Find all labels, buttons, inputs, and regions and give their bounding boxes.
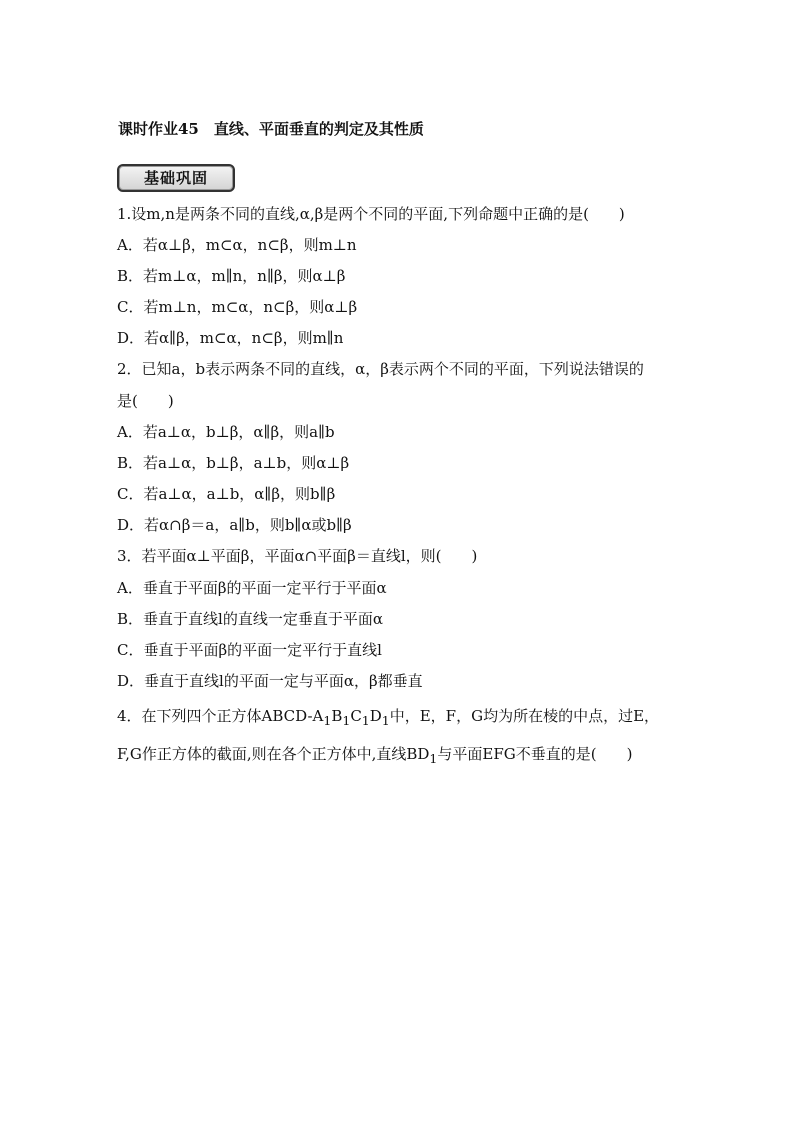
question-3-option-b: B．垂直于直线l的直线一定垂直于平面α [117,610,383,628]
question-1-option-b: B．若m⊥α，m∥n，n∥β，则α⊥β [117,267,346,285]
vertex-label: C [350,707,362,725]
question-2-stem-line-1: 2．已知a，b表示两条不同的直线，α，β表示两个不同的平面，下列说法错误的 [117,360,644,378]
question-2-stem-line-2: 是( ) [117,392,174,410]
question-1-option-a: A．若α⊥β，m⊂α，n⊂β，则m⊥n [117,236,357,254]
subscript: 1 [342,713,351,728]
question-1-stem: 1.设m,n是两条不同的直线,α,β是两个不同的平面,下列命题中正确的是( ) [117,205,625,223]
question-4-stem-line-1 [117,706,659,731]
page-title: 课时作业45 直线、平面垂直的判定及其性质 [118,120,424,138]
question-3-option-c: C．垂直于平面β的平面一定平行于直线l [117,641,382,659]
question-1-option-d: D．若α∥β，m⊂α，n⊂β，则m∥n [117,329,344,347]
question-2-option-d: D．若α∩β＝a，a∥b，则b∥α或b∥β [117,516,352,534]
question-3-option-a: A．垂直于平面β的平面一定平行于平面α [117,579,387,597]
vertex-label: D [369,707,382,725]
question-4-stem-line-1-pre: 4．在下列四个正方体ABCD-A [117,707,324,725]
question-1-option-c: C．若m⊥n，m⊂α，n⊂β，则α⊥β [117,298,358,316]
question-2-option-a: A．若a⊥α，b⊥β，α∥β，则a∥b [117,423,335,441]
question-4-stem-line-1-post: 中，E，F，G均为所在棱的中点，过E， [389,707,660,725]
section-label: 基础巩固 [143,169,208,187]
question-2-option-c: C．若a⊥α，a⊥b，α∥β，则b∥β [117,485,336,503]
vertex-label: B [331,707,343,725]
subscript: 1 [361,713,370,728]
subscript: 1 [381,713,390,728]
question-2-option-b: B．若a⊥α，b⊥β，a⊥b，则α⊥β [117,454,350,472]
question-4-stem-line-2-pre: F,G作正方体的截面,则在各个正方体中,直线BD [117,745,430,763]
question-3-option-d: D．垂直于直线l的平面一定与平面α，β都垂直 [117,672,423,690]
section-badge [117,164,235,192]
subscript: 1 [323,713,332,728]
question-4-stem-line-2 [117,744,632,769]
subscript: 1 [429,751,438,766]
question-3-stem: 3．若平面α⊥平面β，平面α∩平面β＝直线l，则( ) [117,547,478,565]
question-4-stem-line-2-post: 与平面EFG不垂直的是( ) [437,745,633,763]
